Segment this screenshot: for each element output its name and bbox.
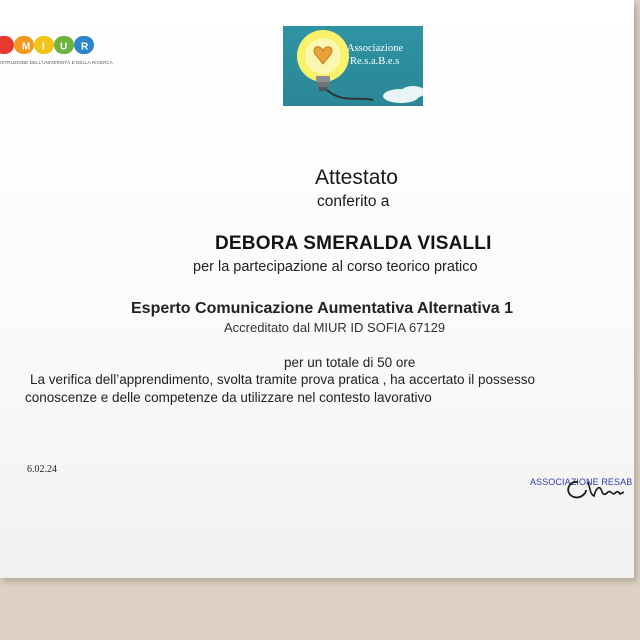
accreditation-text: Accreditato dal MIUR ID SOFIA 67129 — [224, 320, 446, 335]
signature — [560, 470, 634, 504]
verification-text-line1: La verifica dell’apprendimento, svolta tramite prova pratica , ha accertato il possesso — [30, 372, 536, 387]
association-logo — [283, 26, 423, 106]
svg-text:R: R — [81, 41, 89, 53]
recipient-name: DEBORA SMERALDA VISALLI — [215, 233, 492, 254]
certificate-subtitle: conferito a — [317, 193, 390, 210]
hours-text: per un totale di 50 ore — [284, 355, 416, 370]
svg-text:I: I — [42, 41, 45, 53]
signature-organization: ASSOCIAZIONE RESAB — [530, 477, 633, 487]
course-name: Esperto Comunicazione Aumentativa Alternativa 1 — [131, 300, 514, 317]
svg-text:M: M — [22, 41, 31, 53]
association-name: Associazione — [347, 43, 403, 54]
certificate-title: Attestato — [315, 166, 398, 189]
participation-text: per la partecipazione al corso teorico pratico — [193, 259, 478, 275]
verification-text-line2: conoscenze e delle competenze da utilizzare nel contesto lavorativo — [25, 390, 432, 405]
svg-text:U: U — [60, 41, 68, 53]
issue-date: 6.02.24 — [27, 464, 57, 475]
miur-subtitle: ISTRUZIONE DELL'UNIVERSITÀ E DELLA RICERCA — [0, 60, 113, 65]
association-acronym: Re.s.a.B.e.s — [350, 56, 400, 67]
